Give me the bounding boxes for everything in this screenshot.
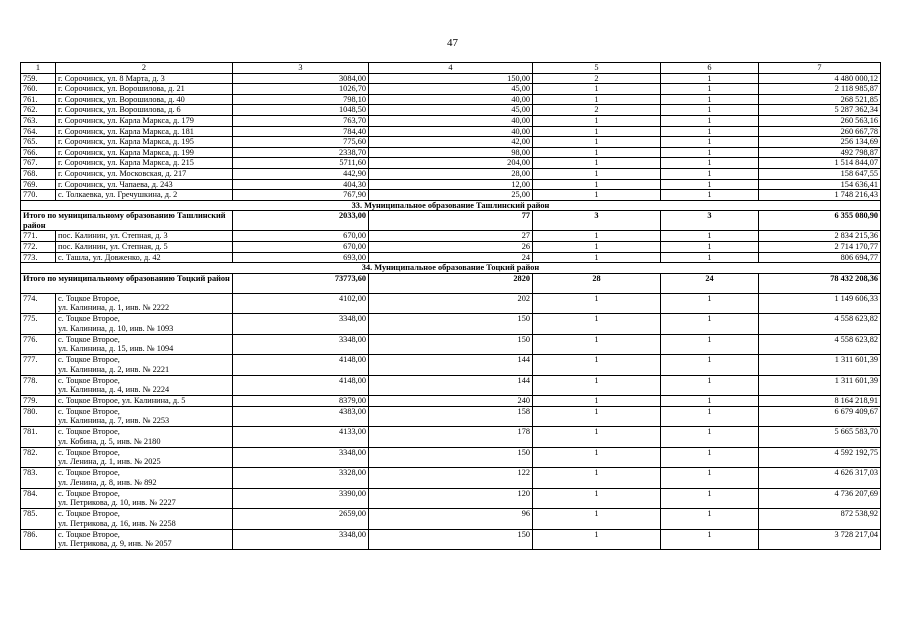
address-cell: г. Сорочинск, ул. Карла Маркса, д. 179	[56, 115, 233, 126]
address-line-2: ул. Ленина, д. 8, инв. № 892	[58, 477, 157, 487]
cost-cell: 1 748 216,43	[759, 190, 881, 201]
cost-cell: 268 521,85	[759, 94, 881, 105]
count-cell: 1	[533, 314, 661, 335]
table-row	[21, 406, 881, 427]
count-cell: 1	[661, 147, 759, 158]
table-row	[21, 252, 881, 263]
count-cell: 1	[533, 293, 661, 314]
table-row	[21, 179, 881, 190]
count-cell: 1	[661, 529, 759, 550]
area-cell: 2338,70	[233, 147, 369, 158]
table-row	[21, 334, 881, 355]
total-label: Итого по муниципальному образованию Тоцкий район	[21, 273, 233, 293]
residents-cell: 204,00	[369, 158, 533, 169]
cost-cell: 1 311 601,39	[759, 375, 881, 396]
residents-cell: 178	[369, 427, 533, 448]
table-row	[21, 137, 881, 148]
cost-cell: 4 480 000,12	[759, 73, 881, 84]
count-cell: 2	[533, 105, 661, 116]
residents-cell: 28,00	[369, 168, 533, 179]
count-cell: 1	[533, 231, 661, 242]
table-row	[21, 468, 881, 489]
cost-cell: 872 538,92	[759, 509, 881, 530]
column-number: 4	[369, 63, 533, 74]
count-cell: 1	[661, 406, 759, 427]
address-cell: г. Сорочинск, ул. Московская, д. 217	[56, 168, 233, 179]
table-row	[21, 396, 881, 407]
area-cell: 670,00	[233, 231, 369, 242]
section-title: 34. Муниципальное образование Тоцкий район	[21, 263, 881, 274]
count-cell: 1	[661, 488, 759, 509]
residents-cell: 144	[369, 355, 533, 376]
address-line-2: ул. Калинина, д. 2, инв. № 2221	[58, 364, 170, 374]
area-cell: 763,70	[233, 115, 369, 126]
count-cell: 1	[533, 406, 661, 427]
address-cell: г. Сорочинск, ул. Ворошилова, д. 6	[56, 105, 233, 116]
count-cell: 1	[661, 84, 759, 95]
count-cell: 1	[533, 334, 661, 355]
table-row	[21, 355, 881, 376]
row-number: 780.	[21, 406, 56, 427]
cost-cell: 4 736 207,69	[759, 488, 881, 509]
column-number: 6	[661, 63, 759, 74]
table-row	[21, 293, 881, 314]
residents-cell: 40,00	[369, 126, 533, 137]
total-row	[21, 273, 881, 293]
table-row	[21, 427, 881, 448]
address-line-1: с. Тоцкое Второе,	[58, 406, 120, 416]
row-number: 786.	[21, 529, 56, 550]
table-row	[21, 158, 881, 169]
cost-cell: 154 636,41	[759, 179, 881, 190]
area-cell: 670,00	[233, 241, 369, 252]
row-number: 772.	[21, 241, 56, 252]
row-number: 763.	[21, 115, 56, 126]
count-cell: 1	[533, 427, 661, 448]
cost-cell: 256 134,69	[759, 137, 881, 148]
row-number: 759.	[21, 73, 56, 84]
table-row	[21, 231, 881, 242]
residents-cell: 40,00	[369, 94, 533, 105]
count-cell: 1	[533, 126, 661, 137]
count-cell: 1	[533, 147, 661, 158]
address-line-2: ул. Ленина, д. 1, инв. № 2025	[58, 457, 161, 467]
total-cost-cell: 78 432 208,36	[759, 273, 881, 293]
count-cell: 1	[661, 73, 759, 84]
address-cell	[56, 293, 233, 314]
area-cell: 784,40	[233, 126, 369, 137]
address-line-1: с. Тоцкое Второе,	[58, 427, 120, 437]
address-line-2: ул. Калинина, д. 4, инв. № 2224	[58, 385, 170, 395]
address-line-1: с. Тоцкое Второе,	[58, 529, 120, 539]
area-cell: 4383,00	[233, 406, 369, 427]
row-number: 761.	[21, 94, 56, 105]
count-cell: 1	[661, 375, 759, 396]
table-row	[21, 168, 881, 179]
count-cell: 1	[661, 126, 759, 137]
count-cell: 1	[533, 158, 661, 169]
residents-cell: 150	[369, 334, 533, 355]
address-line-2: ул. Калинина, д. 7, инв. № 2253	[58, 416, 170, 426]
area-cell: 4148,00	[233, 355, 369, 376]
row-number: 762.	[21, 105, 56, 116]
address-line-2: ул. Петрикова, д. 16, инв. № 2258	[58, 518, 176, 528]
count-cell: 1	[661, 115, 759, 126]
address-cell	[56, 355, 233, 376]
address-line-1: с. Тоцкое Второе,	[58, 375, 120, 385]
count-cell: 1	[661, 355, 759, 376]
area-cell: 767,90	[233, 190, 369, 201]
count-cell: 1	[533, 447, 661, 468]
cost-cell: 2 118 985,87	[759, 84, 881, 95]
residents-cell: 26	[369, 241, 533, 252]
area-cell: 1026,70	[233, 84, 369, 95]
residents-cell: 122	[369, 468, 533, 489]
area-cell: 775,60	[233, 137, 369, 148]
address-cell: г. Сорочинск, ул. 8 Марта, д. 3	[56, 73, 233, 84]
count-cell: 1	[533, 115, 661, 126]
address-cell	[56, 406, 233, 427]
row-number: 770.	[21, 190, 56, 201]
count-cell: 1	[661, 105, 759, 116]
area-cell: 3348,00	[233, 529, 369, 550]
cost-cell: 8 164 218,91	[759, 396, 881, 407]
cost-cell: 4 592 192,75	[759, 447, 881, 468]
table-row	[21, 147, 881, 158]
address-line-1: с. Тоцкое Второе,	[58, 447, 120, 457]
row-number: 777.	[21, 355, 56, 376]
residents-cell: 120	[369, 488, 533, 509]
address-line-2: ул. Кобина, д. 5, инв. № 2180	[58, 436, 161, 446]
area-cell: 2659,00	[233, 509, 369, 530]
cost-cell: 260 563,16	[759, 115, 881, 126]
address-cell	[56, 375, 233, 396]
count-cell: 1	[661, 168, 759, 179]
cost-cell: 1 311 601,39	[759, 355, 881, 376]
area-cell: 798,10	[233, 94, 369, 105]
cost-cell: 158 647,55	[759, 168, 881, 179]
count-cell: 1	[533, 396, 661, 407]
address-cell	[56, 314, 233, 335]
cost-cell: 492 798,87	[759, 147, 881, 158]
count-cell: 1	[661, 252, 759, 263]
cost-cell: 806 694,77	[759, 252, 881, 263]
residents-cell: 24	[369, 252, 533, 263]
total-count-cell: 24	[661, 273, 759, 293]
total-count-cell: 3	[533, 211, 661, 231]
residents-cell: 42,00	[369, 137, 533, 148]
total-residents-cell: 2820	[369, 273, 533, 293]
total-residents-cell: 77	[369, 211, 533, 231]
count-cell: 1	[661, 427, 759, 448]
address-cell: г. Сорочинск, ул. Карла Маркса, д. 195	[56, 137, 233, 148]
address-line-1: с. Тоцкое Второе, ул. Калинина, д. 5	[58, 396, 186, 406]
row-number: 778.	[21, 375, 56, 396]
address-line-1: с. Тоцкое Второе,	[58, 355, 120, 365]
address-cell: пос. Калинин, ул. Степная, д. 3	[56, 231, 233, 242]
address-line-1: с. Тоцкое Второе,	[58, 488, 120, 498]
area-cell: 404,30	[233, 179, 369, 190]
address-cell: с. Ташла, ул. Довженко, д. 42	[56, 252, 233, 263]
address-cell	[56, 509, 233, 530]
total-row	[21, 211, 881, 231]
area-cell: 3390,00	[233, 488, 369, 509]
residents-cell: 150	[369, 529, 533, 550]
cost-cell: 2 834 215,36	[759, 231, 881, 242]
address-cell: г. Сорочинск, ул. Чапаева, д. 243	[56, 179, 233, 190]
count-cell: 1	[533, 179, 661, 190]
residents-cell: 45,00	[369, 105, 533, 116]
row-number: 781.	[21, 427, 56, 448]
address-cell	[56, 396, 233, 407]
table-row	[21, 509, 881, 530]
row-number: 769.	[21, 179, 56, 190]
residents-cell: 45,00	[369, 84, 533, 95]
row-number: 765.	[21, 137, 56, 148]
residents-cell: 25,00	[369, 190, 533, 201]
residents-cell: 144	[369, 375, 533, 396]
table-row	[21, 447, 881, 468]
residents-cell: 240	[369, 396, 533, 407]
count-cell: 1	[661, 396, 759, 407]
register-table-body	[21, 63, 881, 550]
section-title: 33. Муниципальное образование Ташлинский район	[21, 200, 881, 211]
residents-cell: 98,00	[369, 147, 533, 158]
row-number: 774.	[21, 293, 56, 314]
residents-cell: 40,00	[369, 115, 533, 126]
table-row	[21, 375, 881, 396]
address-line-1: с. Тоцкое Второе,	[58, 468, 120, 478]
count-cell: 1	[661, 190, 759, 201]
count-cell: 1	[533, 168, 661, 179]
cost-cell: 5 287 362,34	[759, 105, 881, 116]
cost-cell: 6 679 409,67	[759, 406, 881, 427]
area-cell: 4133,00	[233, 427, 369, 448]
area-cell: 693,00	[233, 252, 369, 263]
cost-cell: 4 626 317,03	[759, 468, 881, 489]
column-numbers-row	[21, 63, 881, 74]
table-row	[21, 314, 881, 335]
row-number: 776.	[21, 334, 56, 355]
area-cell: 8379,00	[233, 396, 369, 407]
area-cell: 3348,00	[233, 314, 369, 335]
total-count-cell: 28	[533, 273, 661, 293]
cost-cell: 3 728 217,04	[759, 529, 881, 550]
address-cell	[56, 334, 233, 355]
address-cell: г. Сорочинск, ул. Ворошилова, д. 40	[56, 94, 233, 105]
row-number: 782.	[21, 447, 56, 468]
residents-cell: 27	[369, 231, 533, 242]
count-cell: 1	[661, 293, 759, 314]
cost-cell: 4 558 623,82	[759, 334, 881, 355]
area-cell: 3348,00	[233, 334, 369, 355]
page-number: 47	[447, 37, 458, 49]
row-number: 764.	[21, 126, 56, 137]
total-count-cell: 3	[661, 211, 759, 231]
address-line-1: с. Тоцкое Второе,	[58, 334, 120, 344]
cost-cell: 2 714 170,77	[759, 241, 881, 252]
area-cell: 1048,50	[233, 105, 369, 116]
residents-cell: 202	[369, 293, 533, 314]
address-cell: г. Сорочинск, ул. Карла Маркса, д. 215	[56, 158, 233, 169]
count-cell: 1	[533, 488, 661, 509]
area-cell: 4148,00	[233, 375, 369, 396]
residents-cell: 96	[369, 509, 533, 530]
area-cell: 3348,00	[233, 447, 369, 468]
count-cell: 1	[661, 447, 759, 468]
count-cell: 1	[661, 158, 759, 169]
address-line-1: с. Тоцкое Второе,	[58, 314, 120, 324]
address-line-1: с. Тоцкое Второе,	[58, 509, 120, 519]
table-row	[21, 115, 881, 126]
address-cell	[56, 427, 233, 448]
table-row	[21, 529, 881, 550]
table-row	[21, 241, 881, 252]
row-number: 775.	[21, 314, 56, 335]
cost-cell: 4 558 623,82	[759, 314, 881, 335]
address-cell: пос. Калинин, ул. Степная, д. 5	[56, 241, 233, 252]
address-cell: г. Сорочинск, ул. Ворошилова, д. 21	[56, 84, 233, 95]
cost-cell: 260 667,78	[759, 126, 881, 137]
count-cell: 1	[661, 179, 759, 190]
address-cell	[56, 447, 233, 468]
area-cell: 442,90	[233, 168, 369, 179]
address-cell: г. Сорочинск, ул. Карла Маркса, д. 199	[56, 147, 233, 158]
area-cell: 5711,60	[233, 158, 369, 169]
address-cell: с. Толкаевка, ул. Гречушкина, д. 2	[56, 190, 233, 201]
row-number: 783.	[21, 468, 56, 489]
count-cell: 1	[533, 355, 661, 376]
table-row	[21, 94, 881, 105]
count-cell: 1	[533, 241, 661, 252]
column-number: 7	[759, 63, 881, 74]
residents-cell: 150	[369, 447, 533, 468]
count-cell: 1	[533, 252, 661, 263]
table-row	[21, 190, 881, 201]
residents-cell: 12,00	[369, 179, 533, 190]
row-number: 773.	[21, 252, 56, 263]
count-cell: 1	[661, 468, 759, 489]
area-cell: 3084,00	[233, 73, 369, 84]
address-line-2: ул. Калинина, д. 1, инв. № 2222	[58, 303, 170, 313]
count-cell: 1	[533, 190, 661, 201]
cost-cell: 5 665 583,70	[759, 427, 881, 448]
count-cell: 1	[533, 529, 661, 550]
address-cell: г. Сорочинск, ул. Карла Маркса, д. 181	[56, 126, 233, 137]
table-row	[21, 126, 881, 137]
address-cell	[56, 468, 233, 489]
section-heading-row	[21, 263, 881, 274]
column-number: 5	[533, 63, 661, 74]
row-number: 766.	[21, 147, 56, 158]
address-line-2: ул. Калинина, д. 10, инв. № 1093	[58, 323, 174, 333]
count-cell: 2	[533, 73, 661, 84]
address-line-2: ул. Петрикова, д. 9, инв. № 2057	[58, 539, 172, 549]
column-number: 2	[56, 63, 233, 74]
count-cell: 1	[661, 509, 759, 530]
count-cell: 1	[661, 231, 759, 242]
count-cell: 1	[661, 94, 759, 105]
column-number: 1	[21, 63, 56, 74]
address-cell	[56, 488, 233, 509]
count-cell: 1	[533, 84, 661, 95]
count-cell: 1	[661, 137, 759, 148]
count-cell: 1	[661, 241, 759, 252]
row-number: 768.	[21, 168, 56, 179]
register-table	[20, 62, 881, 550]
table-row	[21, 73, 881, 84]
cost-cell: 1 149 606,33	[759, 293, 881, 314]
count-cell: 1	[533, 137, 661, 148]
row-number: 784.	[21, 488, 56, 509]
total-area-cell: 73773,60	[233, 273, 369, 293]
row-number: 767.	[21, 158, 56, 169]
address-cell	[56, 529, 233, 550]
total-label: Итого по муниципальному образованию Ташлинский район	[21, 211, 233, 231]
row-number: 760.	[21, 84, 56, 95]
residents-cell: 150,00	[369, 73, 533, 84]
row-number: 779.	[21, 396, 56, 407]
cost-cell: 1 514 844,07	[759, 158, 881, 169]
table-row	[21, 488, 881, 509]
row-number: 785.	[21, 509, 56, 530]
count-cell: 1	[661, 334, 759, 355]
total-area-cell: 2033,00	[233, 211, 369, 231]
residents-cell: 158	[369, 406, 533, 427]
area-cell: 3328,00	[233, 468, 369, 489]
address-line-2: ул. Калинина, д. 15, инв. № 1094	[58, 344, 174, 354]
address-line-1: с. Тоцкое Второе,	[58, 293, 120, 303]
table-row	[21, 84, 881, 95]
count-cell: 1	[533, 375, 661, 396]
count-cell: 1	[533, 468, 661, 489]
table-row	[21, 105, 881, 116]
residents-cell: 150	[369, 314, 533, 335]
section-heading-row	[21, 200, 881, 211]
column-number: 3	[233, 63, 369, 74]
row-number: 771.	[21, 231, 56, 242]
count-cell: 1	[661, 314, 759, 335]
address-line-2: ул. Петрикова, д. 10, инв. № 2227	[58, 498, 176, 508]
count-cell: 1	[533, 94, 661, 105]
count-cell: 1	[533, 509, 661, 530]
total-cost-cell: 6 355 080,90	[759, 211, 881, 231]
area-cell: 4102,00	[233, 293, 369, 314]
